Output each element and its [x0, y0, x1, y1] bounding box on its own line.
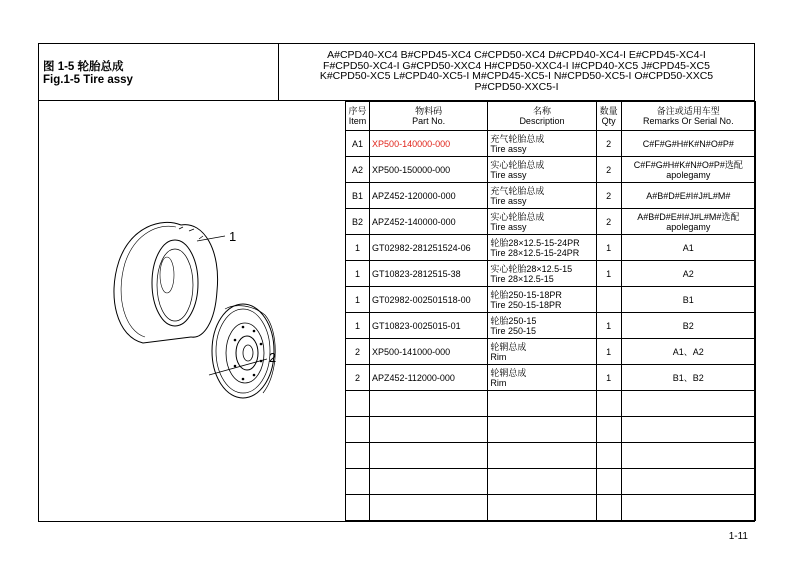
cell-remarks: B1 [621, 287, 755, 313]
cell-item: B2 [346, 209, 370, 235]
cell-item: 2 [346, 365, 370, 391]
table-row [346, 157, 756, 183]
cell-part-no: GT02982-002501518-00 [370, 287, 488, 313]
cell-description: 轮胎250-15-18PR Tire 250-15-18PR [488, 287, 596, 313]
cell-description: 充气轮胎总成 Tire assy [488, 183, 596, 209]
models-line: P#CPD50-XXC5-I [474, 80, 559, 93]
models-line: K#CPD50-XC5 L#CPD40-XC5-I M#CPD45-XC5-I N#CPD50-XC5-I O#CPD50-XXC5 [319, 70, 714, 82]
cell-part-no: GT10823-0025015-01 [370, 313, 488, 339]
models-line: F#CPD50-XC4-I G#CPD50-XXC4 H#CPD50-XXC4-I I#CPD40-XC5 J#CPD45-XC5 [323, 59, 710, 72]
header-remarks: 备注或适用车型 Remarks Or Serial No. [621, 102, 755, 131]
page-number: 1-11 [728, 531, 748, 542]
callout-leader-1 [197, 236, 225, 241]
cell-part-no: APZ452-112000-000 [370, 365, 488, 391]
callout-2: 2 [269, 350, 277, 365]
cell-remarks: A#B#D#E#I#J#L#M#选配 apolegamy [621, 209, 755, 235]
cell-description: 实心轮胎总成 Tire assy [488, 209, 596, 235]
table-row [346, 131, 756, 157]
table-row [346, 339, 756, 365]
cell-description: 轮胎28×12.5-15-24PR Tire 28×12.5-15-24PR [488, 235, 596, 261]
applicable-models [279, 44, 754, 101]
page-frame [38, 43, 755, 522]
cell-qty [596, 287, 621, 313]
cell-qty: 2 [596, 183, 621, 209]
cell-part-no: XP500-140000-000 [370, 131, 488, 157]
empty-table-row [346, 443, 756, 469]
cell-description: 轮胎250-15 Tire 250-15 [488, 313, 596, 339]
cell-qty: 2 [596, 131, 621, 157]
cell-qty: 1 [596, 261, 621, 287]
cell-description: 轮辋总成 Rim [488, 339, 596, 365]
table-row [346, 313, 756, 339]
cell-description: 充气轮胎总成 Tire assy [488, 131, 596, 157]
cell-part-no: GT10823-2812515-38 [370, 261, 488, 287]
cell-remarks: A1、A2 [621, 339, 755, 365]
table-row [346, 183, 756, 209]
header-qty: 数量 Qty [596, 102, 621, 131]
table-row [346, 365, 756, 391]
cell-part-no: XP500-141000-000 [370, 339, 488, 365]
table-row [346, 235, 756, 261]
parts-table [345, 101, 756, 521]
cell-remarks: B1、B2 [621, 365, 755, 391]
cell-remarks: A2 [621, 261, 755, 287]
cell-description: 实心轮胎总成 Tire assy [488, 157, 596, 183]
cell-item: A2 [346, 157, 370, 183]
cell-qty: 1 [596, 235, 621, 261]
cell-remarks: A1 [621, 235, 755, 261]
models-line: A#CPD40-XC4 B#CPD45-XC4 C#CPD50-XC4 D#CPD40-XC4-I E#CPD45-XC4-I [327, 49, 706, 61]
header-part-no: 物料码 Part No. [370, 102, 488, 131]
cell-qty: 1 [596, 339, 621, 365]
rim-illustration [212, 304, 275, 398]
tire-assembly-drawing [39, 101, 345, 521]
cell-item: 1 [346, 313, 370, 339]
cell-description: 轮辋总成 Rim [488, 365, 596, 391]
figure-title-block [39, 44, 279, 101]
cell-qty: 2 [596, 209, 621, 235]
cell-remarks: C#F#G#H#K#N#O#P#选配 apolegamy [621, 157, 755, 183]
cell-item: A1 [346, 131, 370, 157]
cell-remarks: B2 [621, 313, 755, 339]
cell-remarks: C#F#G#H#K#N#O#P# [621, 131, 755, 157]
figure-title-en: Fig.1-5 Tire assy [43, 74, 133, 86]
cell-part-no: XP500-150000-000 [370, 157, 488, 183]
cell-part-no: APZ452-120000-000 [370, 183, 488, 209]
cell-item: B1 [346, 183, 370, 209]
empty-table-row [346, 469, 756, 495]
cell-qty: 1 [596, 365, 621, 391]
cell-part-no: GT02982-281251524-06 [370, 235, 488, 261]
cell-qty: 2 [596, 157, 621, 183]
header-description: 名称 Description [488, 102, 596, 131]
cell-qty: 1 [596, 313, 621, 339]
figure-title-cn: 图 1-5 轮胎总成 [43, 61, 124, 73]
header-item: 序号 Item [346, 102, 370, 131]
table-header-row [346, 102, 756, 131]
empty-table-row [346, 417, 756, 443]
empty-table-row [346, 391, 756, 417]
empty-table-row [346, 495, 756, 521]
table-row [346, 287, 756, 313]
callout-1: 1 [229, 229, 237, 244]
cell-item: 1 [346, 261, 370, 287]
cell-part-no: APZ452-140000-000 [370, 209, 488, 235]
cell-item: 2 [346, 339, 370, 365]
cell-item: 1 [346, 235, 370, 261]
cell-item: 1 [346, 287, 370, 313]
table-row [346, 261, 756, 287]
table-row [346, 209, 756, 235]
cell-description: 实心轮胎28×12.5-15 Tire 28×12.5-15 [488, 261, 596, 287]
cell-remarks: A#B#D#E#I#J#L#M# [621, 183, 755, 209]
